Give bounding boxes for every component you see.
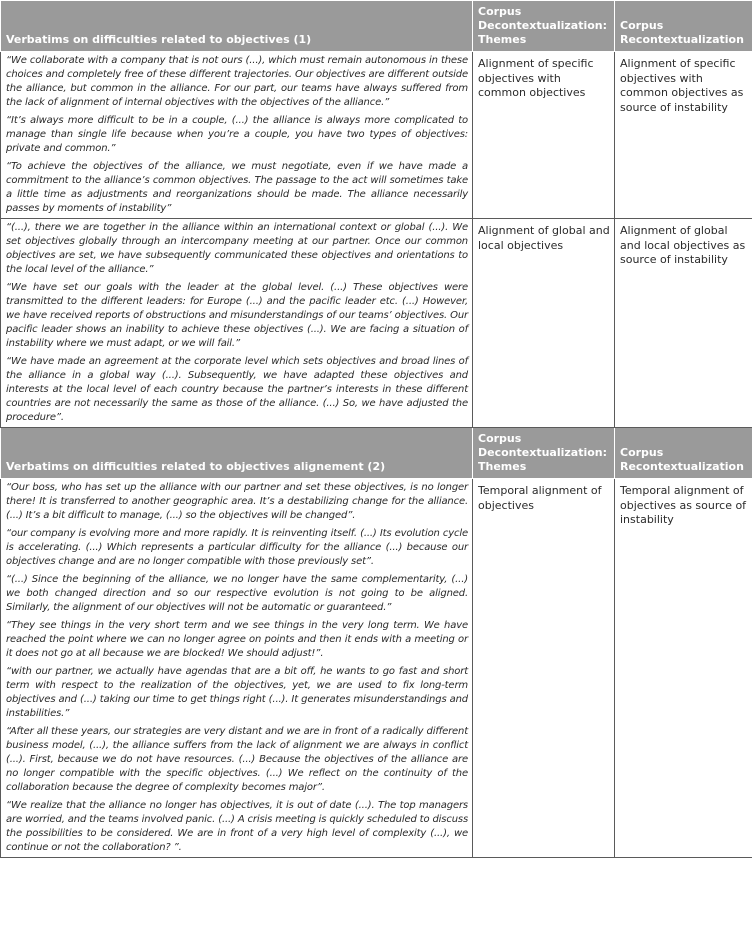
- verbatim-quote: “(...) Since the beginning of the alliance, we no longer have the same complementarity, (...) we both changed direction and so our respective evolution is not going to be aligned. Similarly, the alignment of our objectives will not be automatic or guaranteed.”: [6, 574, 468, 613]
- verbatims-cell: [1, 219, 473, 428]
- header-verbatims: Verbatims on difficulties related to objectives alignement (2): [1, 428, 473, 479]
- table-row: [1, 219, 752, 428]
- recontext-cell: Alignment of global and local objectives as source of instability: [615, 219, 752, 428]
- section-header: [1, 428, 752, 479]
- verbatim-quote: “We have made an agreement at the corporate level which sets objectives and broad lines of the alliance in a global way (...). Subsequently, we have adapted these objectives and interests at the local level of each country because the partner’s interests in these different countries are not necessarily the same as those of the alliance. (...) So, we have adjusted the procedure”.: [6, 356, 468, 423]
- verbatim-quote: “To achieve the objectives of the alliance, we must negotiate, even if we have made a commitment to the alliance’s common objectives. The passage to the act will sometimes take a little time as adjustments and reorganizations should be made. The alliance necessarily passes by moments of instability”: [6, 161, 468, 214]
- verbatim-quote: “(...), there we are together in the alliance within an international context or global (...). We set objectives globally through an intercompany meeting at our partner. Once our common objectives are set, we have subsequently communicated these objectives and orientations to the local level of the alliance.”: [6, 222, 468, 275]
- verbatim-quote: “with our partner, we actually have agendas that are a bit off, he wants to go fast and short term with respect to the realization of the objectives, yet, we are used to fix long-term objectives and (...) taking our time to get things right (...). It generates misunderstandings and instabilities.”: [6, 666, 468, 719]
- header-decontextualization: Corpus Decontextualization: Themes: [473, 1, 615, 52]
- theme-cell: Alignment of global and local objectives: [473, 219, 615, 428]
- header-recontextualization: Corpus Recontextualization: [615, 428, 752, 479]
- verbatims-cell: [1, 52, 473, 219]
- table-row: [1, 479, 752, 858]
- verbatim-quote: “After all these years, our strategies are very distant and we are in front of a radically different business model, (...), the alliance suffers from the lack of alignment we are always in conflict (...). First, because we do not have resources. (...) Because the objectives of the alliance are no longer compatible with the specific objectives. (...) We reflect on the continuity of the collaboration because the degree of complexity becomes major”.: [6, 726, 468, 793]
- verbatim-quote: “We have set our goals with the leader at the global level. (...) These objectives were transmitted to the different leaders: for Europe (...) and the pacific leader etc. (...) However, we have received reports of obstructions and misunderstandings of our teams’ objectives. Our pacific leader shows an inability to achieve these objectives (...). We are facing a situation of instability where we must adapt, or we will fail.”: [6, 282, 468, 349]
- header-decontextualization: Corpus Decontextualization: Themes: [473, 428, 615, 479]
- table-row: [1, 52, 752, 219]
- verbatim-quote: “We collaborate with a company that is not ours (...), which must remain autonomous in these choices and completely free of these different trajectories. Our objectives are different outside the alliance, but common in the alliance. For our part, our teams have always suffered from the lack of alignment of internal objectives with the objectives of the alliance.”: [6, 55, 468, 108]
- verbatims-cell: [1, 479, 473, 858]
- section-header: [1, 1, 752, 52]
- verbatim-quote: “We realize that the alliance no longer has objectives, it is out of date (...). The top managers are worried, and the teams involved panic. (...) A crisis meeting is quickly scheduled to discuss the possibilities to be considered. We are in front of a very high level of complexity (...), we continue or not the collaboration? ”.: [6, 800, 468, 853]
- verbatim-quote: “It’s always more difficult to be in a couple, (...) the alliance is always more complicated to manage than single life because when you’re a couple, you have two types of objectives: private and common.”: [6, 115, 468, 154]
- theme-cell: Temporal alignment of objectives: [473, 479, 615, 858]
- recontext-cell: Temporal alignment of objectives as source of instability: [615, 479, 752, 858]
- header-recontextualization: Corpus Recontextualization: [615, 1, 752, 52]
- verbatim-quote: “They see things in the very short term and we see things in the very long term. We have reached the point where we can no longer agree on points and then it ends with a meeting or it does not go at all because we are blocked! We should adjust!”.: [6, 620, 468, 659]
- verbatim-quote: “our company is evolving more and more rapidly. It is reinventing itself. (...) Its evolution cycle is accelerating. (...) Which represents a particular difficulty for the alliance (...) because our objectives change and are no longer compatible with those previously set”.: [6, 528, 468, 567]
- theme-cell: Alignment of specific objectives with common objectives: [473, 52, 615, 219]
- recontext-cell: Alignment of specific objectives with common objectives as source of instability: [615, 52, 752, 219]
- header-verbatims: Verbatims on difficulties related to objectives (1): [1, 1, 473, 52]
- verbatim-quote: “Our boss, who has set up the alliance with our partner and set these objectives, is no longer there! It is transferred to another geographic area. It’s a destabilizing change for the alliance. (...) It’s a bit difficult to manage, (...) so the objectives will be changed”.: [6, 482, 468, 521]
